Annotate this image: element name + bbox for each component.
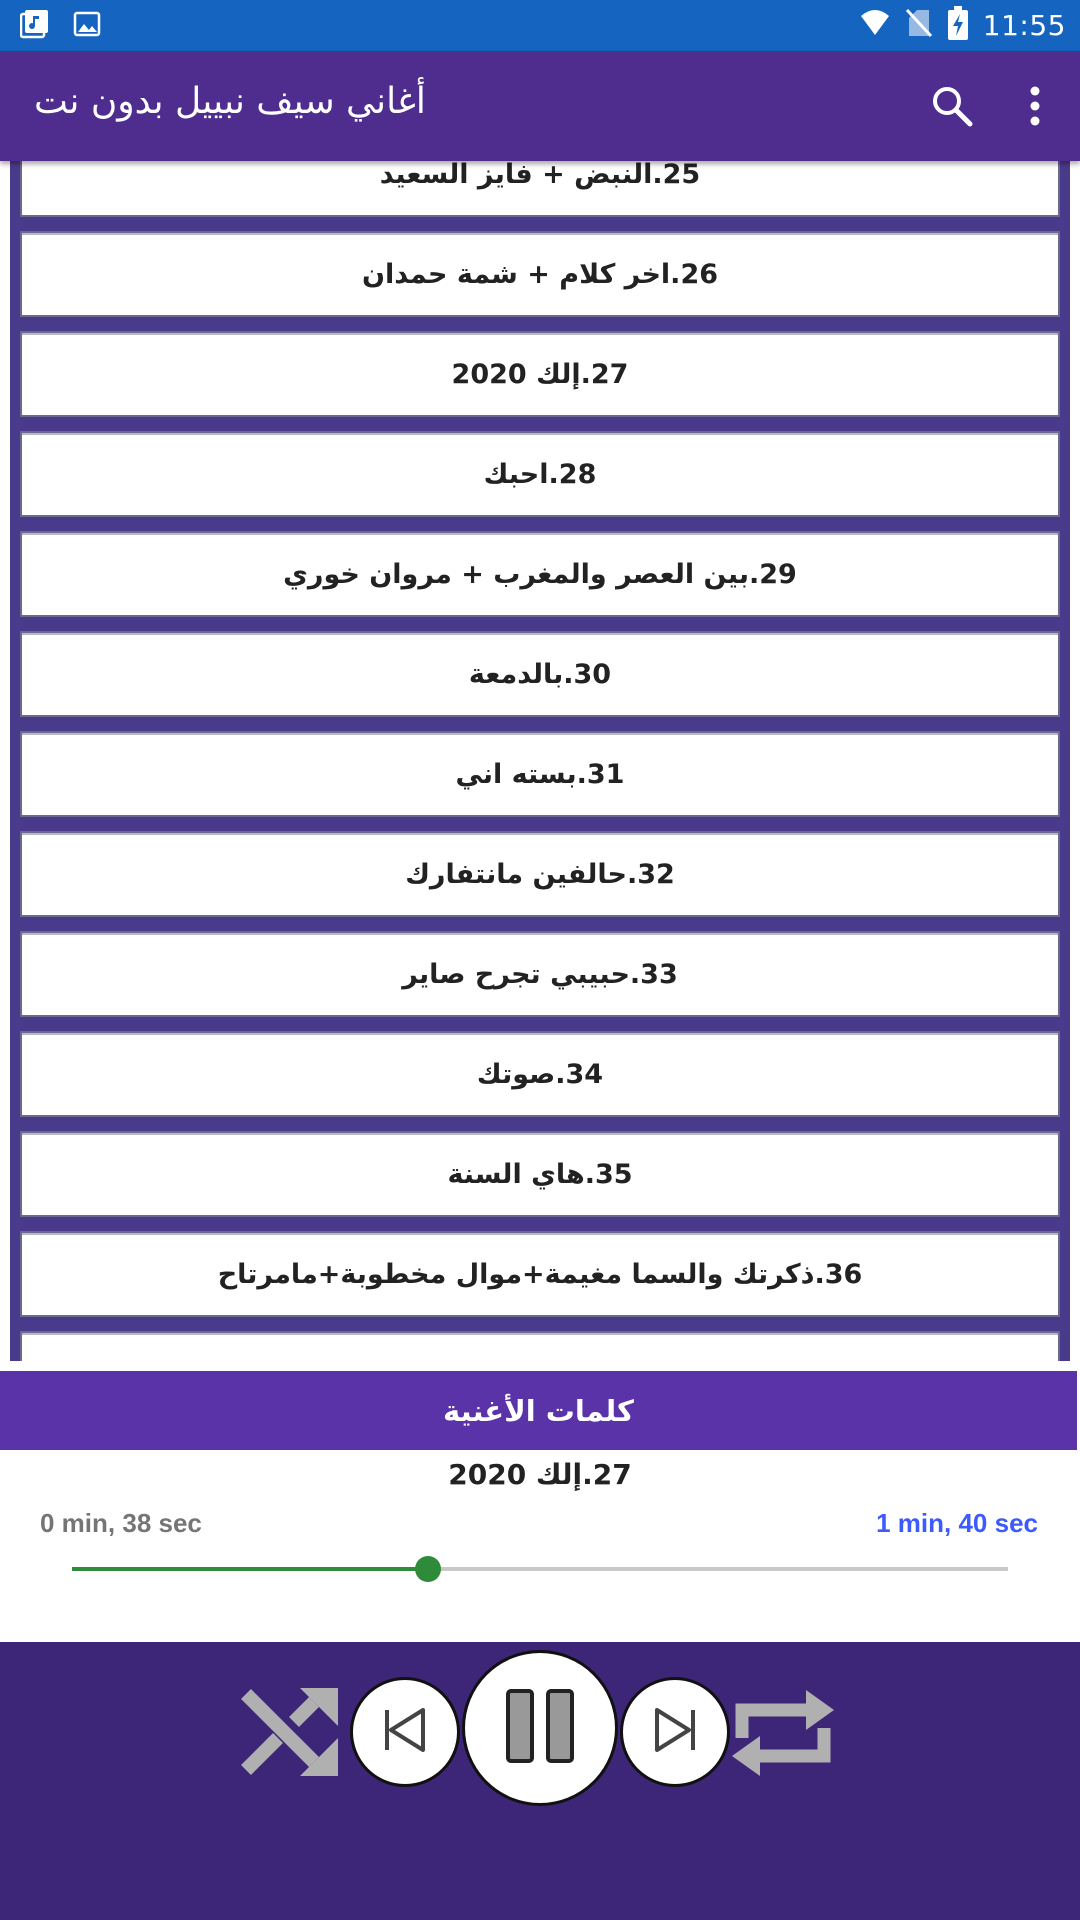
song-title: 36.ذكرتك والسما مغيمة+موال مخطوبة+مامرتاح <box>217 1258 863 1290</box>
battery-charging-icon <box>947 6 969 44</box>
now-playing-title: 27.إلك 2020 <box>448 1458 632 1491</box>
song-item[interactable] <box>20 1031 1060 1117</box>
repeat-icon[interactable] <box>730 1682 836 1784</box>
song-item[interactable] <box>20 161 1060 217</box>
song-title: 31.بسته اني <box>455 758 625 790</box>
song-list[interactable] <box>0 161 1080 1361</box>
lyrics-button[interactable] <box>0 1371 1077 1450</box>
song-title: 29.بين العصر والمغرب + مروان خوري <box>283 558 797 590</box>
pause-icon <box>505 1688 575 1768</box>
music-notification-icon <box>20 9 50 43</box>
song-item[interactable] <box>20 431 1060 517</box>
song-title: 27.إلك 2020 <box>451 358 629 390</box>
previous-button[interactable] <box>350 1677 460 1787</box>
seek-bar[interactable] <box>72 1567 1008 1571</box>
next-icon <box>647 1702 703 1762</box>
song-title: 28.احبك <box>483 458 597 490</box>
song-title: 30.بالدمعة <box>468 658 612 690</box>
image-notification-icon <box>72 9 102 43</box>
clock: 11:55 <box>982 8 1066 42</box>
song-item-partial[interactable] <box>20 1331 1060 1361</box>
song-title: 26.اخر كلام + شمة حمدان <box>361 258 719 290</box>
total-duration: 1 min, 40 sec <box>876 1508 1038 1538</box>
more-vert-icon[interactable] <box>1020 81 1050 131</box>
song-title: 32.حالفين مانتفارك <box>405 858 675 890</box>
song-title: 25.النبض + فايز السعيد <box>379 161 701 190</box>
app-bar <box>0 51 1080 161</box>
song-title: 34.صوتك <box>476 1058 604 1090</box>
elapsed-time: 0 min, 38 sec <box>40 1508 202 1538</box>
no-sim-icon <box>905 8 933 42</box>
playback-controls <box>0 1642 1080 1920</box>
shuffle-icon[interactable] <box>238 1684 342 1780</box>
song-title: 33.حبيبي تجرح صاير <box>402 958 678 990</box>
seek-bar-thumb[interactable] <box>415 1556 441 1582</box>
search-icon[interactable] <box>930 84 974 128</box>
now-playing-panel <box>0 1450 1080 1642</box>
song-item[interactable] <box>20 531 1060 617</box>
pause-button[interactable] <box>462 1650 618 1806</box>
song-item[interactable] <box>20 831 1060 917</box>
lyrics-button-label: كلمات الأغنية <box>443 1393 634 1428</box>
song-item[interactable] <box>20 331 1060 417</box>
seek-bar-progress <box>72 1567 428 1571</box>
song-item[interactable] <box>20 631 1060 717</box>
song-item[interactable] <box>20 931 1060 1017</box>
status-bar <box>0 0 1080 51</box>
song-item[interactable] <box>20 231 1060 317</box>
song-item[interactable] <box>20 1131 1060 1217</box>
next-button[interactable] <box>620 1677 730 1787</box>
song-list-items <box>20 161 1060 1361</box>
previous-icon <box>377 1702 433 1762</box>
song-title: 35.هاي السنة <box>447 1158 633 1190</box>
song-item[interactable] <box>20 731 1060 817</box>
app-title: أغاني سيف نبييل بدون نت <box>34 81 426 122</box>
wifi-icon <box>859 8 891 42</box>
song-item[interactable] <box>20 1231 1060 1317</box>
